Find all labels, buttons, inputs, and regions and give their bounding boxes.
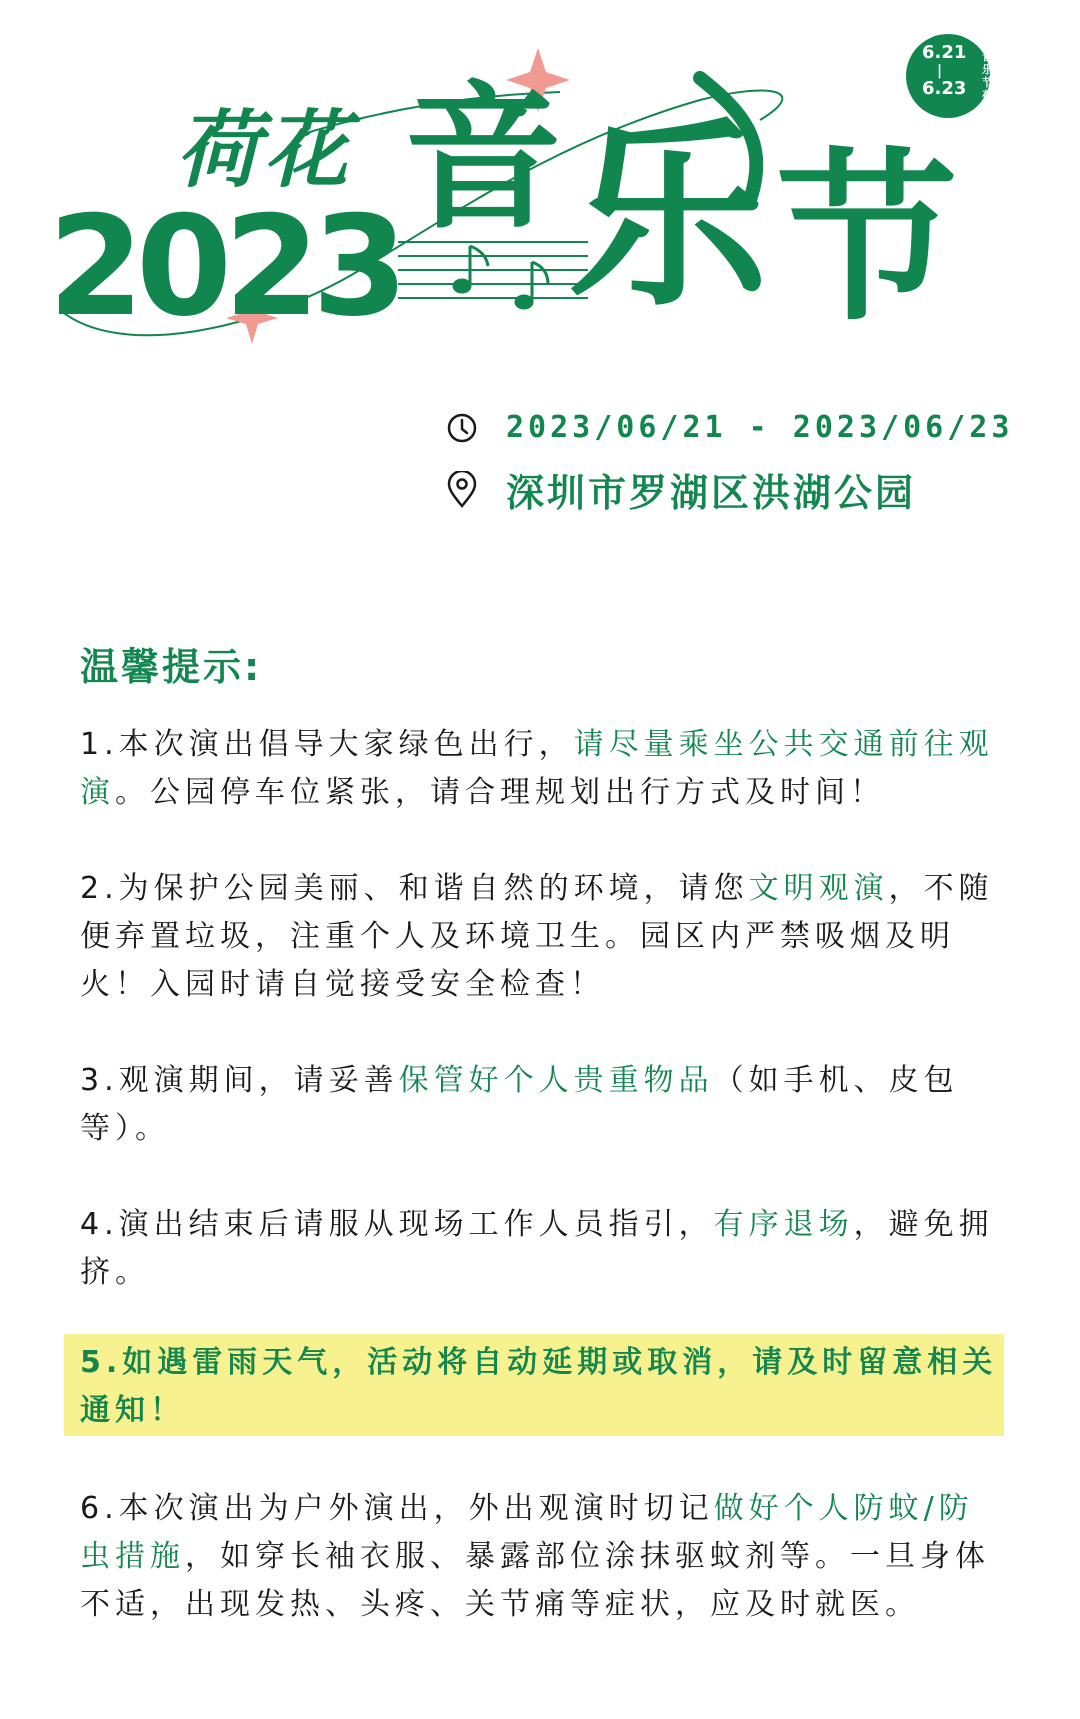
tip-text: 4.演出结束后请服从现场工作人员指引， — [80, 1207, 714, 1242]
tip-emphasis: 文明观演 — [748, 871, 889, 906]
tip-item-1 — [80, 721, 1000, 817]
clock-icon — [446, 412, 478, 444]
title-music-2: 乐 — [568, 101, 769, 334]
tip-text: ，如穿长袖衣服、暴露部位涂抹驱蚊剂等。一旦身体不适，出现发热、头疼、关节痛等症状，应及时就医。 — [80, 1539, 990, 1622]
tip-text: ，不随便弃置垃圾，注重个人及环境卫生。园区内严禁吸烟及明火！入园时请自觉接受安全检查！ — [80, 871, 994, 1002]
tips-heading-text: 温馨提示: — [80, 645, 263, 689]
tip-emphasis: 有序退场 — [713, 1207, 854, 1242]
title-music-1: 音 — [404, 67, 562, 251]
tip-item-5: 5.如遇雷雨天气，活动将自动延期或取消，请及时留意相关通知！ — [80, 1345, 998, 1428]
tip-emphasis: 做好个人防蚊/防虫措施 — [80, 1491, 974, 1574]
tip-text: 2.为保护公园美丽、和谐自然的环境，请您 — [80, 871, 749, 906]
event-location: 深圳市罗湖区洪湖公园 — [506, 471, 917, 515]
tip-item-2 — [80, 865, 1000, 1009]
badge-date-end: 6.23 — [922, 78, 967, 99]
hero-banner — [0, 0, 1080, 380]
tip-emphasis: 请尽量乘坐公共交通前往观演 — [80, 727, 994, 810]
event-date: 2023/06/21 - 2023/06/23 — [506, 410, 1014, 445]
title-year: 2023 — [48, 186, 401, 347]
title-lotus: 荷花 — [176, 101, 353, 199]
tips-heading — [80, 636, 262, 691]
tip-text: 6.本次演出为户外演出，外出观演时切记 — [80, 1491, 714, 1526]
tip-item-3 — [80, 1057, 1000, 1153]
badge-separator: | — [937, 63, 943, 79]
tip-item-4 — [80, 1201, 1000, 1297]
badge-date-start: 6.21 — [922, 42, 967, 63]
event-location-row — [446, 462, 916, 517]
tip-text: 1.本次演出倡导大家绿色出行， — [80, 727, 574, 762]
badge-label: 音乐节荷花 — [982, 50, 993, 115]
location-pin-icon — [446, 471, 478, 509]
title-festival: 节 — [776, 133, 958, 345]
event-date-row — [446, 410, 1013, 445]
tip-text: 3.观演期间，请妥善 — [80, 1063, 399, 1098]
tip-text: 。公园停车位紧张，请合理规划出行方式及时间！ — [115, 775, 885, 810]
tip-text: （如手机、皮包等）。 — [80, 1063, 959, 1146]
tip-text: ，避免拥挤。 — [80, 1207, 994, 1290]
tip-item-6 — [80, 1485, 1000, 1629]
tip-emphasis: 保管好个人贵重物品 — [398, 1063, 714, 1098]
